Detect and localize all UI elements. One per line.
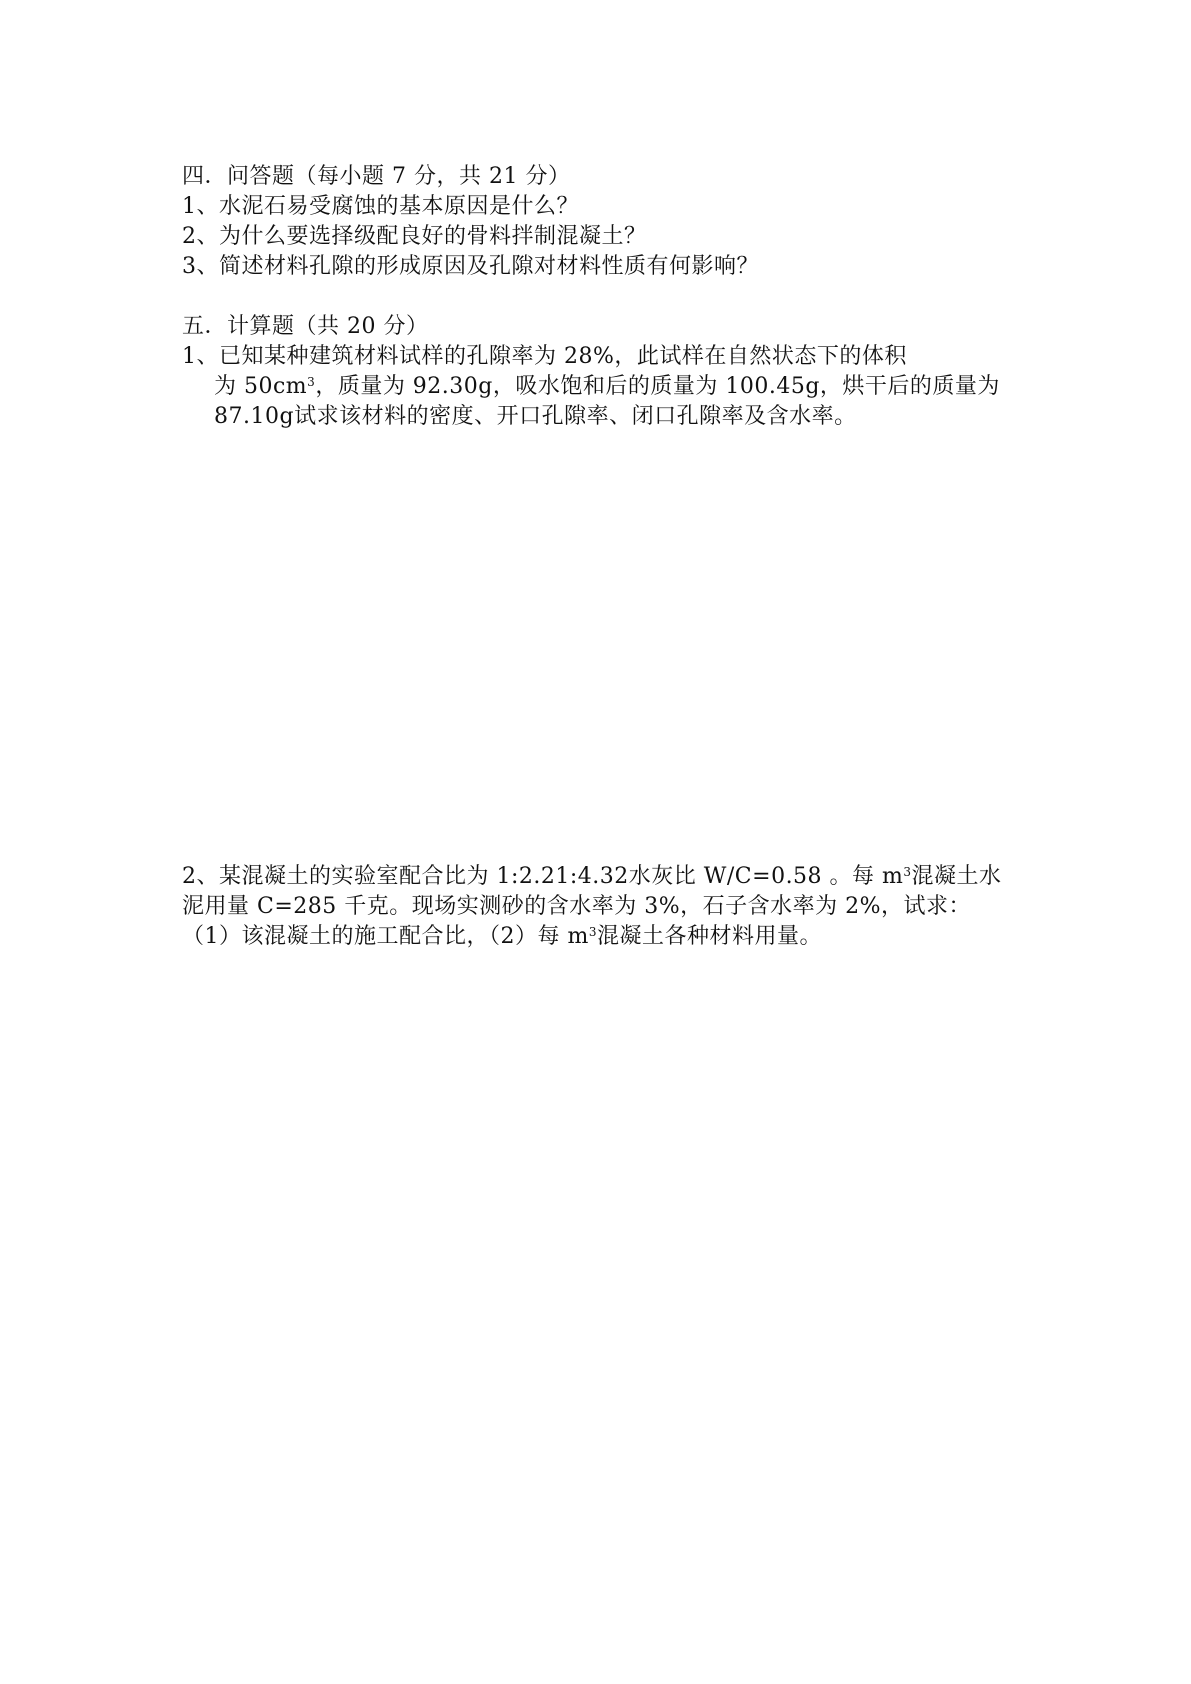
question-5-2-line-2: 泥用量 C=285 千克。现场实测砂的含水率为 3%，石子含水率为 2%，试求： [182, 894, 972, 919]
question-5-2-text: 混凝土水 [911, 864, 1002, 889]
question-5-2-line-3 [182, 922, 822, 952]
question-5-2-text: （1）该混凝土的施工配合比，（2）每 m [182, 924, 589, 949]
superscript: 3 [307, 375, 316, 389]
question-5-2-text: 混凝土各种材料用量。 [597, 924, 823, 949]
question-5-1-text: 为 50cm [214, 374, 308, 399]
question-5-1-line-1: 1、已知某种建筑材料试样的孔隙率为 28%，此试样在自然状态下的体积 [182, 344, 907, 369]
question-4-3: 3、简述材料孔隙的形成原因及孔隙对材料性质有何影响？ [182, 254, 759, 279]
question-5-2-text: 2、某混凝土的实验室配合比为 1:2.21:4.32水灰比 W/C=0.58 。每 m [182, 864, 904, 889]
question-5-1-text: ，质量为 92.30g，吸水饱和后的质量为 100.45g，烘干后的质量为 [315, 374, 1000, 399]
section-4-heading: 四．问答题（每小题 7 分，共 21 分） [182, 164, 571, 189]
question-4-1: 1、水泥石易受腐蚀的基本原因是什么？ [182, 194, 579, 219]
question-5-2-line-1 [182, 862, 1002, 892]
superscript: 3 [588, 925, 597, 939]
section-5-heading: 五．计算题（共 20 分） [182, 314, 429, 339]
question-4-2: 2、为什么要选择级配良好的骨料拌制混凝土？ [182, 224, 647, 249]
superscript: 3 [903, 865, 912, 879]
question-5-1-line-3: 87.10g试求该材料的密度、开口孔隙率、闭口孔隙率及含水率。 [214, 404, 857, 429]
question-5-1-line-2 [214, 372, 1000, 402]
